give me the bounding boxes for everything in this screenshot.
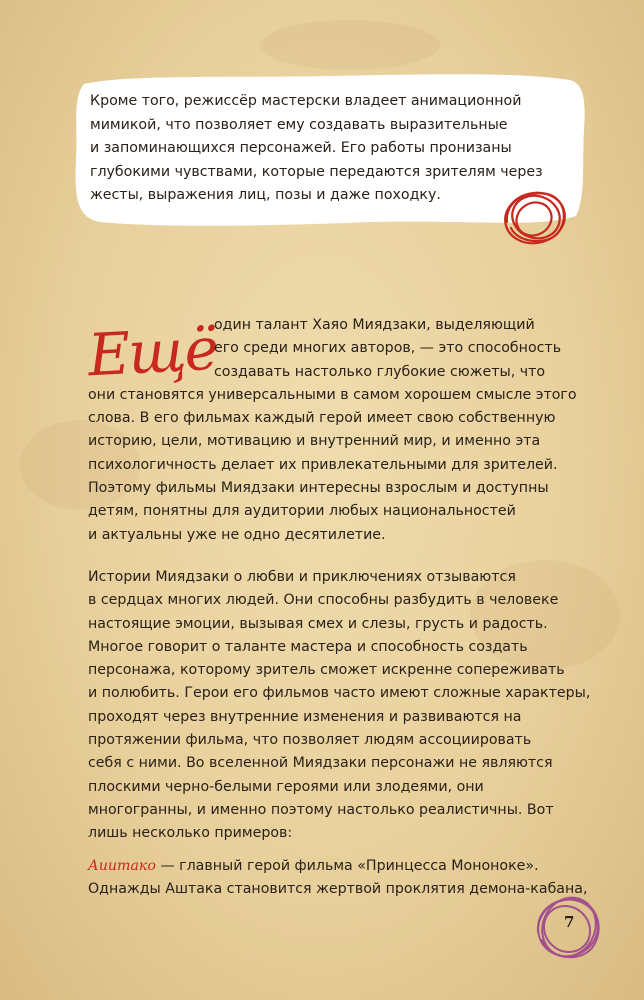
text-line: Однажды Аштака становится жертвой проклятия демона-кабана, [88, 881, 588, 898]
text-line: и актуальны уже не одно десятилетие. [88, 526, 386, 543]
text-line: Поэтому фильмы Миядзаки интересны взрослым и доступны [88, 480, 549, 497]
text-fragment: — главный герой фильма «Принцесса Мононоке». [155, 858, 539, 874]
page-number: 7 [564, 913, 575, 931]
text-line: плоскими черно-белыми героями или злодеями, они [88, 778, 484, 795]
dropcap-word: Ещё [86, 314, 219, 390]
paragraph-1 [88, 314, 577, 547]
text-line: протяжении фильма, что позволяет людям ассоциировать [88, 732, 532, 749]
text-line [88, 855, 558, 878]
character-name: Аиитако [88, 858, 156, 874]
bubble-line: Кроме того, режиссёр мастерски владеет анимационной [90, 93, 522, 109]
paper-stain [260, 20, 440, 70]
paragraph-3 [88, 855, 588, 902]
text-line: детям, понятны для аудитории любых национальностей [88, 503, 516, 520]
red-scribble-icon [495, 182, 575, 252]
page-number-badge [528, 888, 608, 968]
text-line: себя с ними. Во вселенной Миядзаки персонажи не являются [88, 755, 553, 772]
paragraph-2 [88, 566, 591, 846]
text-line: Многое говорит о таланте мастера и способность создать [88, 638, 528, 655]
text-line: Истории Миядзаки о любви и приключениях отзываются [88, 569, 516, 585]
text-line: они становятся универсальными в самом хорошем смысле этого [88, 386, 577, 403]
bubble-line: глубокими чувствами, которые передаются зрителям через [90, 163, 543, 180]
text-line: слова. В его фильмах каждый герой имеет свою собственную [88, 410, 556, 427]
text-line: и полюбить. Герои его фильмов часто имеют сложные характеры, [88, 685, 591, 702]
bubble-line: жесты, выражения лиц, позы и даже походку. [90, 187, 441, 203]
text-line: проходят через внутренние изменения и развиваются на [88, 708, 522, 725]
text-line: историю, цели, мотивацию и внутренний мир, и именно эта [88, 433, 541, 450]
text-line: его среди многих авторов, — это способность [214, 340, 562, 357]
text-line: психологичность делает их привлекательными для зрителей. [88, 456, 558, 473]
bubble-line: мимикой, что позволяет ему создавать выразительные [90, 116, 508, 133]
text-line: многогранны, и именно поэтому настолько реалистичны. Вот [88, 801, 554, 818]
text-line: в сердцах многих людей. Они способны разбудить в человеке [88, 592, 559, 609]
text-line: персонажа, которому зритель сможет искренне сопереживать [88, 662, 565, 679]
bubble-line: и запоминающихся персонажей. Его работы пронизаны [90, 140, 512, 156]
text-line: настоящие эмоции, вызывая смех и слезы, грусть и радость. [88, 615, 548, 632]
text-line: создавать настолько глубокие сюжеты, что [214, 363, 546, 380]
text-line: лишь несколько примеров: [88, 825, 293, 842]
text-line: один талант Хаяо Миядзаки, выделяющий [214, 317, 535, 333]
